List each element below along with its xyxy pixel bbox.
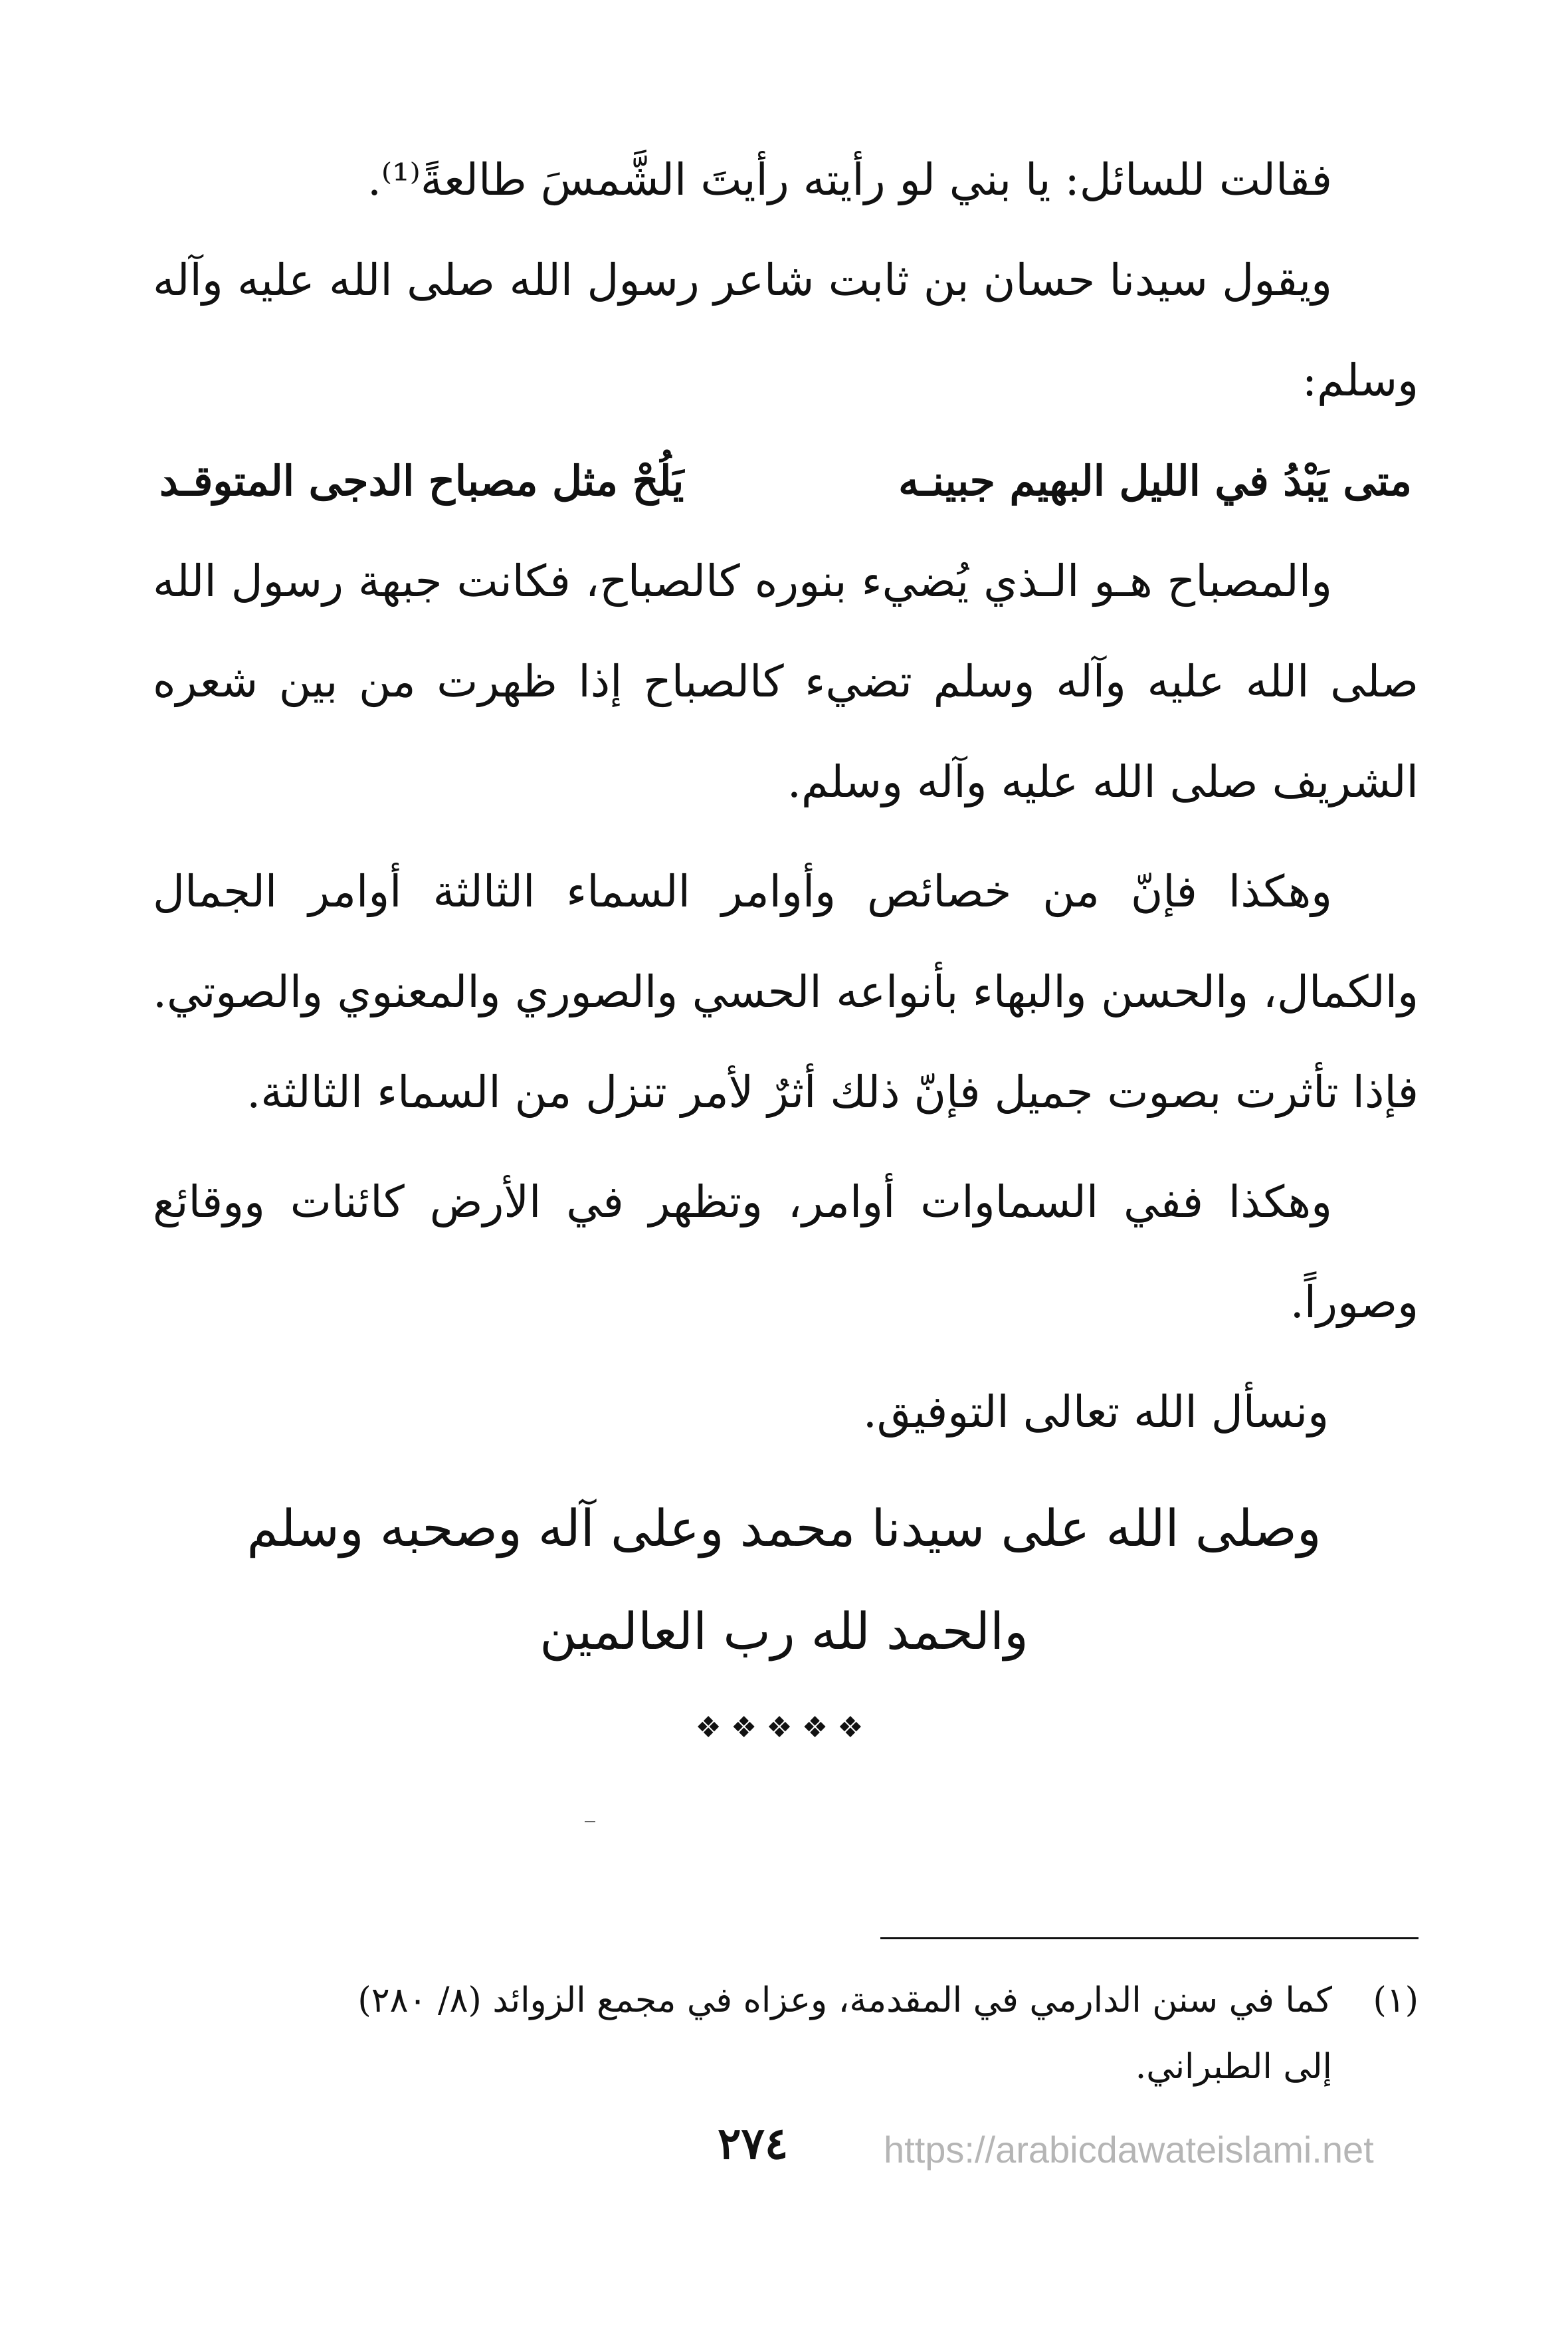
verse-first-hemistich: متى يَبْدُ في الليل البهيم جبينـه: [898, 457, 1412, 505]
closing-praise: والحمد لله رب العالمين: [539, 1602, 1029, 1661]
footnote-text: كما في سنن الدارمي في المقدمة، وعزاه في مجمع الزوائد (٨/ ٢٨٠): [357, 1980, 1332, 2020]
footnote-continuation: إلى الطبراني.: [1135, 2047, 1332, 2087]
page-number: ٢٧٤: [718, 2117, 789, 2169]
ornament-stars: ❖❖❖❖❖: [695, 1711, 873, 1745]
paragraph-2: ويقول سيدنا حسان بن ثابت شاعر رسول الله صلى الله عليه وآله وسلم:: [153, 255, 1419, 406]
main-text: [153, 130, 1419, 1352]
paragraph-5: وهكذا ففي السماوات أوامر، وتظهر في الأرض كائنات ووقائع وصوراً.: [153, 1176, 1419, 1328]
footnote-number: (١): [1373, 1980, 1419, 2020]
paragraph-4: وهكذا فإنّ من خصائص وأوامر السماء الثالثة أوامر الجمال والكمال، والحسن والبهاء بأنواعه الحسي والصوري والمعنوي والصوتي. فإذا تأثرت بصوت جميل فإنّ ذلك أثرٌ لأمر تنزل من السماء الثالثة.: [153, 866, 1419, 1118]
paragraph-3: والمصباح هـو الـذي يُضيء بنوره كالصباح، فكانت جبهة رسول الله صلى الله عليه وآله وسلم تضيء كالصباح إذا ظهرت من بين شعره الشريف صلى الله عليه وآله وسلم.: [153, 556, 1419, 807]
watermark-url: https://arabicdawateislami.net: [884, 2129, 1374, 2171]
poem-verse: [153, 431, 1419, 531]
closing-salutation: وصلى الله على سيدنا محمد وعلى آله وصحبه وسلم: [246, 1499, 1322, 1558]
verse-second-hemistich: يَلُحْ مثل مصباح الدجى المتوقـد: [159, 457, 684, 505]
closing-supplication: ونسأل الله تعالى التوفيق.: [862, 1386, 1329, 1437]
footnote: [153, 1967, 1419, 2100]
stray-mark: [585, 1821, 595, 1822]
footnote-separator: [880, 1937, 1419, 1939]
paragraph-1: فقالت للسائل: يا بني لو رأيته رأيتَ الشَّمسَ طالعةً⁽¹⁾.: [367, 154, 1332, 205]
